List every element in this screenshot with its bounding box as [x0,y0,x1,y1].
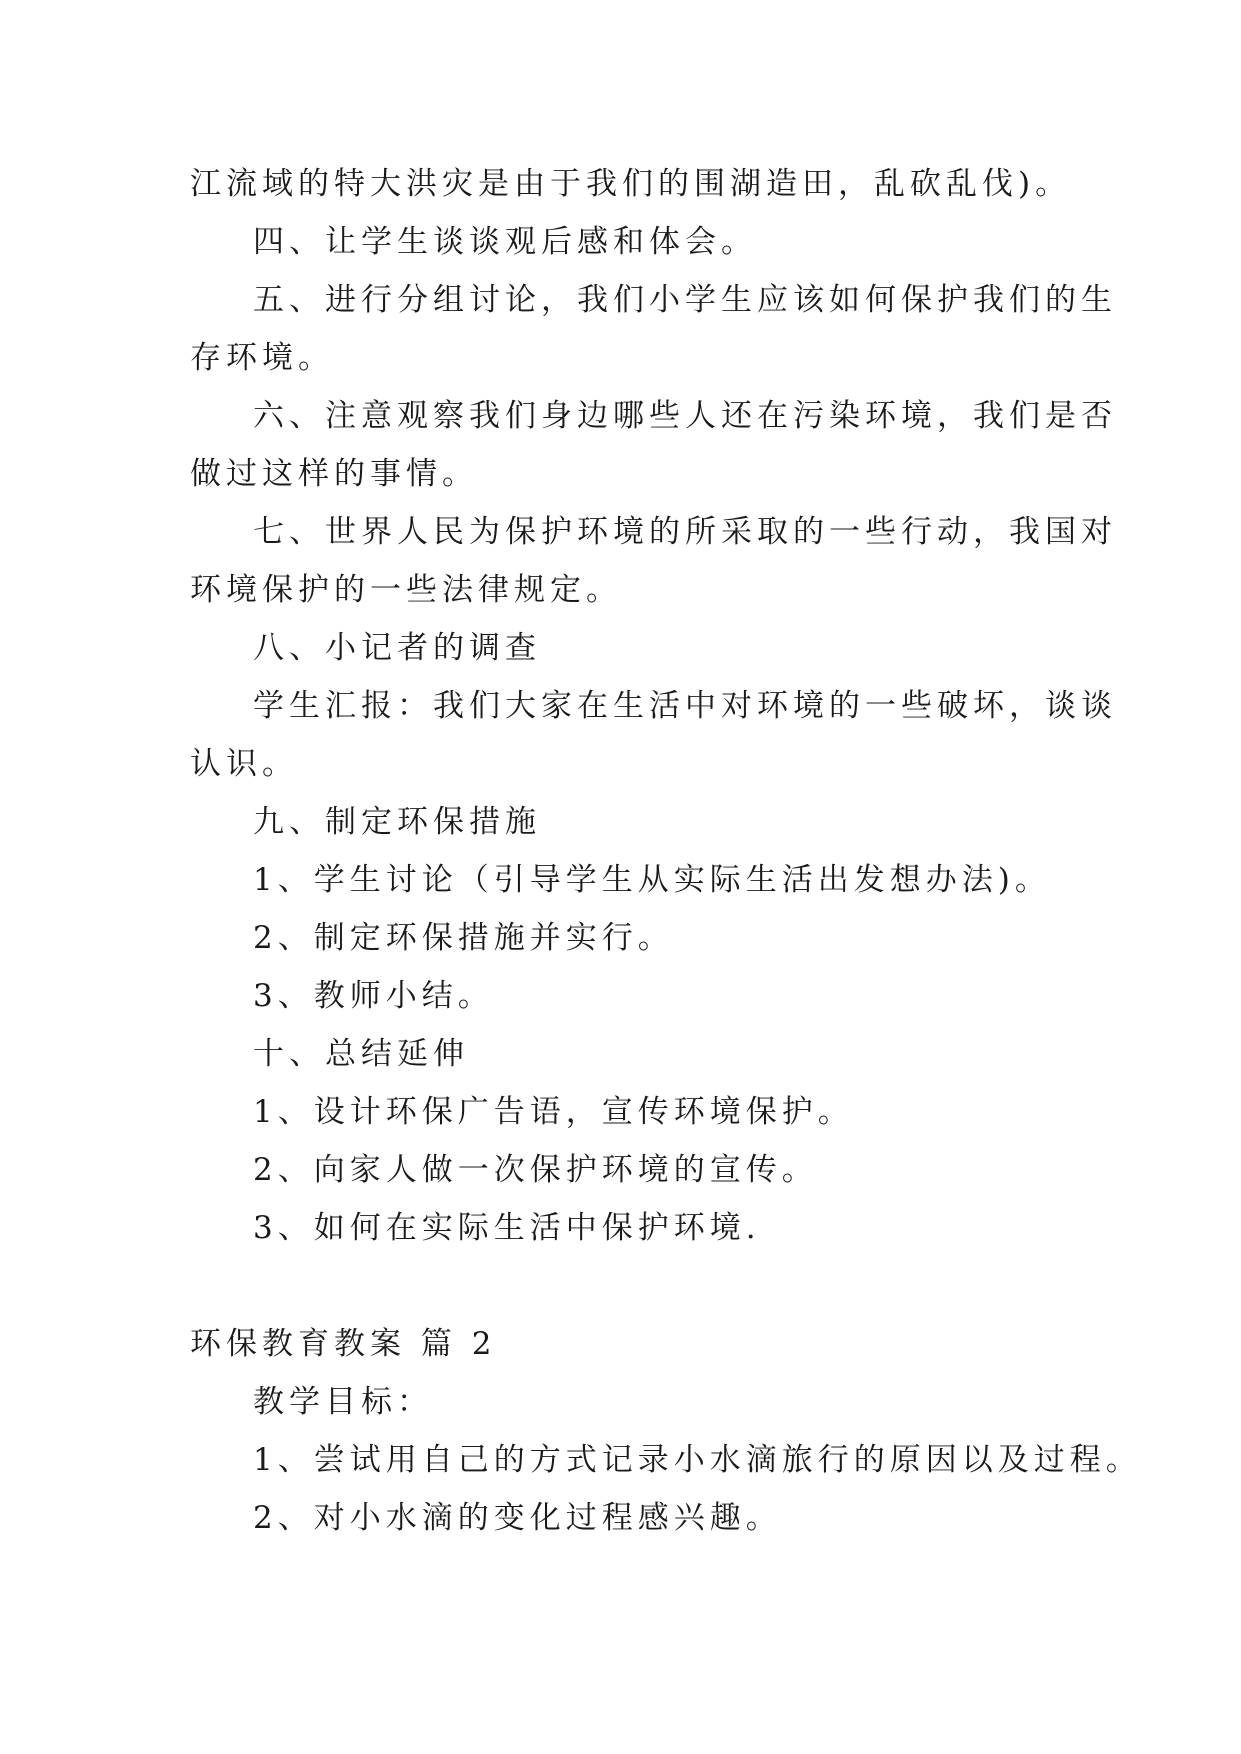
text-line: 1、尝试用自己的方式记录小水滴旅行的原因以及过程。 [253,1442,1142,1478]
text-line: 做过这样的事情。 [190,456,478,492]
text-line: 1、设计环保广告语，宣传环境保护。 [253,1094,854,1130]
text-line: 江流域的特大洪灾是由于我们的围湖造田，乱砍乱伐)。 [190,166,1072,202]
text-line: 环境保护的一些法律规定。 [190,572,622,608]
text-line: 十、总结延伸 [253,1036,469,1072]
text-line: 八、小记者的调查 [253,630,541,666]
text-line: 3、教师小结。 [253,978,494,1014]
section-title: 环保教育教案 篇 2 [190,1326,497,1362]
text-line: 教学目标： [253,1384,433,1420]
text-line: 九、制定环保措施 [253,804,541,840]
text-line: 五、进行分组讨论，我们小学生应该如何保护我们的生 [253,282,1117,318]
text-line: 认识。 [190,746,298,782]
text-line: 存环境。 [190,340,334,376]
text-line: 2、向家人做一次保护环境的宣传。 [253,1152,818,1188]
text-line: 1、学生讨论（引导学生从实际生活出发想办法)。 [253,862,1051,898]
text-line: 七、世界人民为保护环境的所采取的一些行动，我国对 [253,514,1117,550]
text-line: 六、注意观察我们身边哪些人还在污染环境，我们是否 [253,398,1117,434]
text-line: 2、对小水滴的变化过程感兴趣。 [253,1500,782,1536]
text-line: 学生汇报：我们大家在生活中对环境的一些破坏，谈谈 [253,688,1117,724]
text-line: 2、制定环保措施并实行。 [253,920,674,956]
text-line: 四、让学生谈谈观后感和体会。 [253,224,757,260]
text-line: 3、如何在实际生活中保护环境. [253,1210,761,1246]
